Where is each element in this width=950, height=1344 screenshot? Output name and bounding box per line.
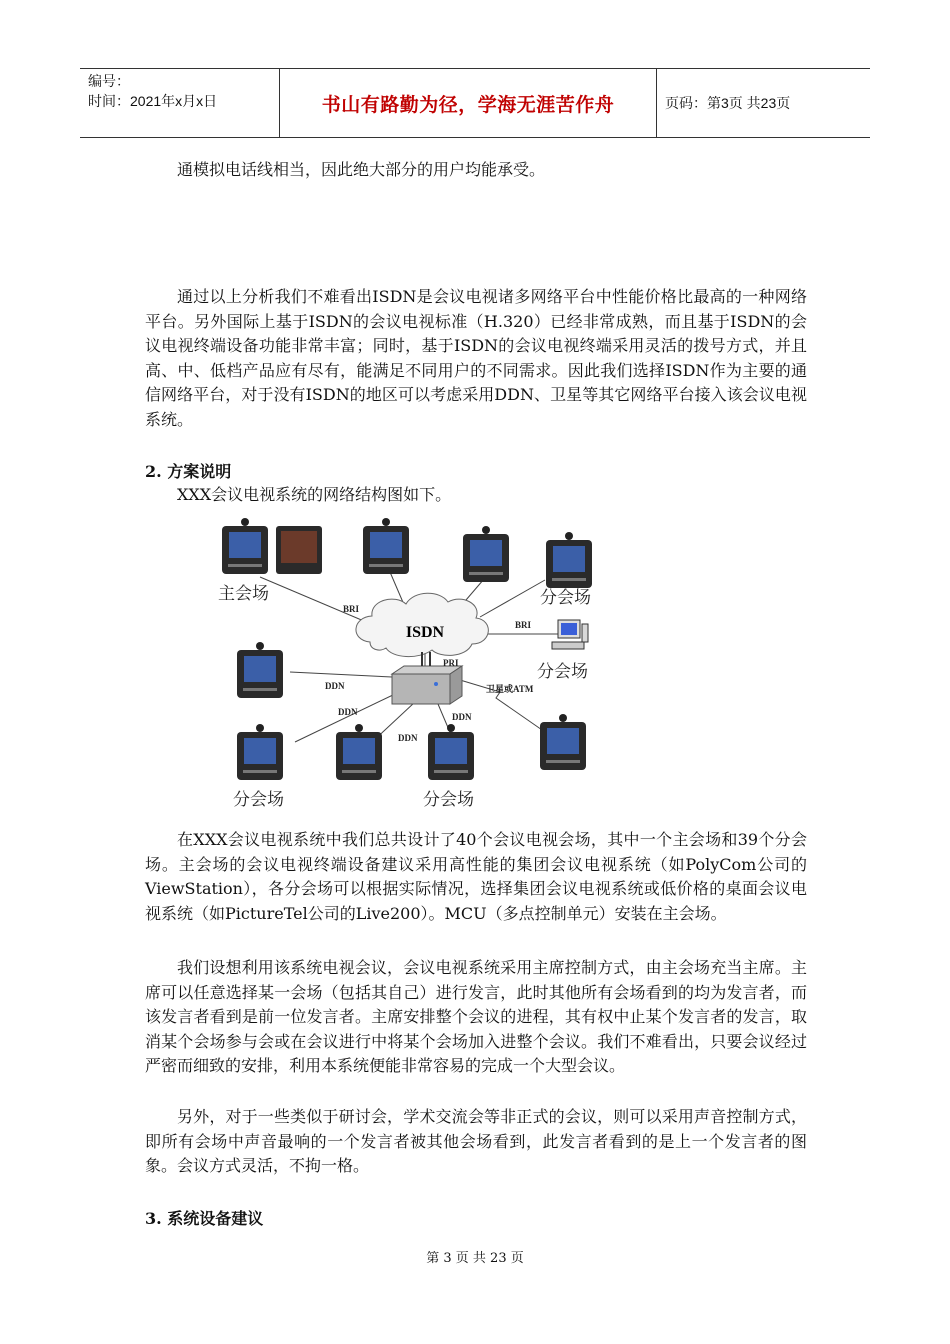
link-label-ddn-4: DDN — [452, 712, 472, 722]
video-terminal-8 — [428, 724, 474, 780]
paragraph-4: 在XXX会议电视系统中我们总共设计了40个会议电视会场，其中一个主会场和39个分会场。主会场的会议电视终端设备建议采用高性能的集团会议电视系统（如PolyCom公司的ViewStation），各分会场可以根据实际情况，选择集团会议电视系统或低价格的桌面会议电视系统（如PictureTel公司的Live200）。MCU（多点控制单元）安装在主会场。 — [145, 830, 807, 923]
video-terminal-5 — [237, 642, 283, 698]
paragraph-5: 我们设想利用该系统电视会议，会议电视系统采用主席控制方式，由主会场充当主席。主席可以任意选择某一会场（包括其自己）进行发言，此时其他所有会场看到的均为发言者，而该发言者看到是前一位发言者。主席安排整个会议的进程，其有权中止某个发言者的发言，取消某个会场参与会或在会议进行中将某个会场加入进整个会议。我们不难看出，只要会议经过严密而细致的安排，利用本系统便能非常容易的完成一个大型会议。 — [145, 958, 807, 1076]
doc-date-label: 时间：2021年x月x日 — [88, 93, 218, 109]
main-site-screen — [276, 526, 322, 574]
isdn-cloud — [356, 593, 488, 656]
video-terminal-4 — [546, 532, 592, 588]
cloud-label: ISDN — [405, 624, 445, 641]
video-terminal-2 — [363, 518, 409, 574]
paragraph-2: 通过以上分析我们不难看出ISDN是会议电视诸多网络平台中性能价格比最高的一种网络平台。另外国际上基于ISDN的会议电视标准（H.320）已经非常成熟，而且基于ISDN的会议电视终端设备功能非常丰富；同时，基于ISDN的会议电视终端采用灵活的拨号方式，并且高、中、低档产品应有尽有，能满足不同用户的不同需求。因此我们选择ISDN作为主要的通信网络平台，对于没有ISDN的地区可以考虑采用DDN、卫星等其它网络平台接入该会议电视系统。 — [145, 287, 807, 429]
header-page-info: 页码：第3页 共23页 — [665, 95, 791, 111]
paragraph-1: 通模拟电话线相当，因此绝大部分的用户均能承受。 — [177, 160, 546, 179]
label-branch-site-1: 分会场 — [540, 588, 591, 608]
paragraph-3: XXX会议电视系统的网络结构图如下。 — [177, 485, 452, 504]
doc-number-label: 编号： — [88, 73, 130, 89]
video-terminal-3 — [463, 526, 509, 582]
network-diagram — [200, 512, 630, 817]
section-heading-3: 3. 系统设备建议 — [145, 1209, 264, 1228]
header-motto: 书山有路勤为径，学海无涯苦作舟 — [280, 69, 657, 137]
label-branch-site-4: 分会场 — [423, 790, 474, 810]
header-meta — [80, 69, 280, 137]
link-label-satellite: 卫星或ATM — [486, 684, 534, 694]
label-branch-site-3: 分会场 — [233, 790, 284, 810]
video-terminal-1 — [222, 518, 268, 574]
paragraph-6: 另外，对于一些类似于研讨会，学术交流会等非正式的会议，则可以采用声音控制方式，即所有会场中声音最响的一个发言者被其他会场看到，此发言者看到的是上一个发言者的图象。会议方式灵活，不拘一格。 — [145, 1107, 807, 1176]
video-terminal-6 — [237, 724, 283, 780]
video-terminal-9 — [540, 714, 586, 770]
link-label-ddn-1: DDN — [325, 681, 345, 691]
page-footer: 第 3 页 共 23 页 — [426, 1251, 524, 1266]
video-terminal-7 — [336, 724, 382, 780]
page-header — [80, 68, 870, 138]
link-label-pri: PRI — [443, 658, 459, 668]
label-branch-site-2: 分会场 — [537, 662, 588, 682]
diagram-links — [260, 572, 560, 744]
link-label-bri-main: BRI — [343, 604, 360, 614]
link-label-bri-pc: BRI — [515, 620, 532, 630]
link-label-ddn-2: DDN — [338, 707, 358, 717]
section-heading-2: 2. 方案说明 — [145, 462, 232, 481]
link-label-ddn-3: DDN — [398, 733, 418, 743]
label-main-site: 主会场 — [218, 584, 269, 604]
